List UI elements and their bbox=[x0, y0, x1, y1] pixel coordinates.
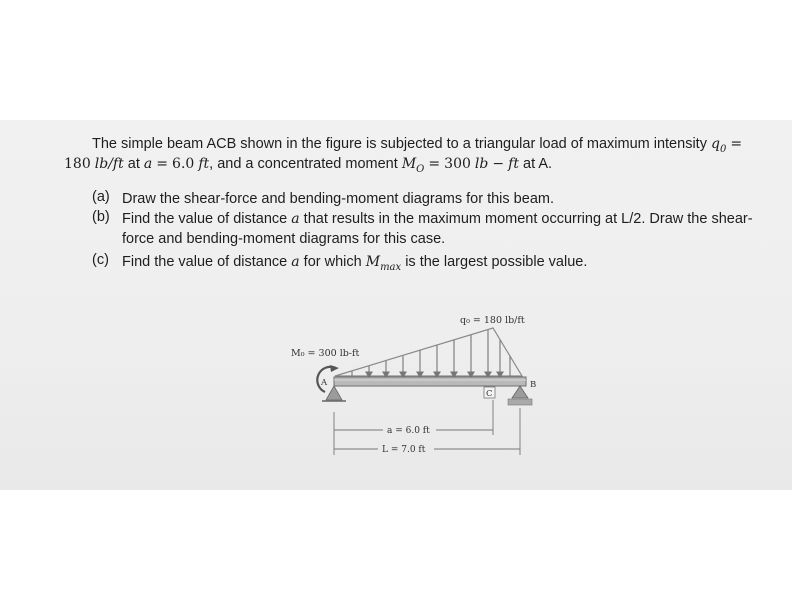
equals-sign: = bbox=[730, 136, 743, 152]
part-b-line-2: force and bending-moment diagrams for this case. bbox=[122, 231, 446, 247]
point-B-label: B bbox=[530, 380, 537, 390]
part-a-label: (a) bbox=[92, 189, 110, 205]
moment-value: 300 bbox=[444, 156, 471, 172]
a-symbol: a bbox=[143, 156, 153, 172]
a-equals: = bbox=[156, 156, 169, 172]
pin-support-A bbox=[326, 386, 342, 400]
point-C-label: C bbox=[486, 389, 493, 399]
moment-equals: = bbox=[428, 156, 441, 172]
moment-arrowhead bbox=[330, 365, 339, 372]
moment-unit-lb: lb bbox=[474, 156, 489, 172]
dimension-a-label: a = 6.0 ft bbox=[387, 426, 430, 436]
at-text: at bbox=[127, 156, 140, 172]
q0-unit: lb/ft bbox=[94, 156, 124, 172]
at-A-text: at A. bbox=[523, 156, 553, 172]
intro-text: The simple beam ACB shown in the figure is subjected to a triangular load of maximum intensity bbox=[92, 136, 707, 152]
mmax-symbol: $M_{max}$ bbox=[365, 254, 402, 273]
q0-symbol: $q_0$ bbox=[710, 136, 727, 155]
dimension-L-label: L = 7.0 ft bbox=[382, 445, 426, 455]
q0-figure-label: q₀ = 180 lb/ft bbox=[460, 315, 525, 326]
a-unit: ft bbox=[198, 156, 210, 172]
moment-unit-dash: − bbox=[492, 156, 505, 172]
part-a-text: Draw the shear-force and bending-moment diagrams for this beam. bbox=[122, 191, 554, 207]
roller-support-B bbox=[512, 386, 528, 398]
a-value: 6.0 bbox=[172, 156, 195, 172]
part-b-label: (b) bbox=[92, 209, 110, 225]
part-b-a-symbol: a bbox=[291, 211, 300, 227]
part-c-label: (c) bbox=[92, 252, 109, 268]
triangular-load-outline bbox=[335, 328, 522, 376]
part-c-text: Find the value of distance a for which $M_{max}$ is the largest possible value. bbox=[122, 254, 588, 273]
moment-symbol: $M_O$ bbox=[401, 156, 425, 175]
load-arrows bbox=[352, 330, 510, 377]
beam bbox=[334, 377, 526, 386]
point-A-label: A bbox=[321, 378, 328, 388]
moment-unit-ft: ft bbox=[508, 156, 519, 172]
part-b-line-1: Find the value of distance a that results in the maximum moment occurring at L/2. Draw the shear- bbox=[122, 211, 753, 227]
moment-text: , and a concentrated moment bbox=[209, 156, 398, 172]
part-c-a-symbol: a bbox=[291, 254, 300, 270]
moment-figure-label: M₀ = 300 lb-ft bbox=[291, 348, 360, 359]
q0-value: 180 bbox=[64, 156, 91, 172]
